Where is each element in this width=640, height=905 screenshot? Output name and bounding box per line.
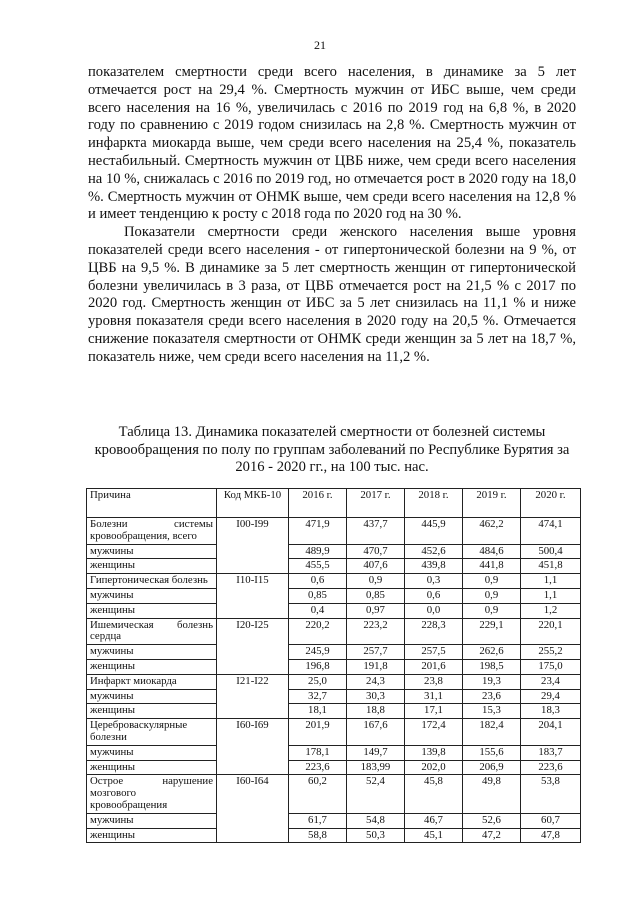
value-cell: 223,2 [347,618,405,645]
value-cell: 1,2 [521,603,581,618]
value-cell: 182,4 [463,719,521,746]
sex-cell: мужчины [87,813,217,828]
value-cell: 18,8 [347,704,405,719]
value-cell: 23,8 [405,674,463,689]
value-cell: 0,0 [405,603,463,618]
value-cell: 439,8 [405,559,463,574]
value-cell: 45,1 [405,828,463,843]
value-cell: 0,9 [463,588,521,603]
value-cell: 451,8 [521,559,581,574]
sex-cell: женщины [87,704,217,719]
value-cell: 257,5 [405,645,463,660]
value-cell: 437,7 [347,518,405,545]
value-cell: 474,1 [521,518,581,545]
value-cell: 18,3 [521,704,581,719]
value-cell: 47,8 [521,828,581,843]
table-row-men [87,689,581,704]
table-row-men [87,813,581,828]
value-cell: 1,1 [521,574,581,589]
icd-code-cell: I00-I99 [217,518,289,574]
column-header: 2016 г. [289,489,347,518]
icd-code-cell: I60-I64 [217,775,289,843]
table-row-men [87,645,581,660]
value-cell: 18,1 [289,704,347,719]
column-header: 2019 г. [463,489,521,518]
value-cell: 0,85 [289,588,347,603]
icd-code-cell: I20-I25 [217,618,289,674]
column-header: Код МКБ-10 [217,489,289,518]
table-caption: Таблица 13. Динамика показателей смертности от болезней системы кровообращения по полу по группам заболеваний по Республике Бурятия за 2016 - 2020 гг., на 100 тыс. нас. [94,424,570,476]
column-header: Причина [87,489,217,518]
value-cell: 60,2 [289,775,347,813]
value-cell: 183,99 [347,760,405,775]
value-cell: 61,7 [289,813,347,828]
value-cell: 45,8 [405,775,463,813]
value-cell: 452,6 [405,544,463,559]
value-cell: 0,97 [347,603,405,618]
value-cell: 441,8 [463,559,521,574]
value-cell: 484,6 [463,544,521,559]
value-cell: 23,6 [463,689,521,704]
value-cell: 172,4 [405,719,463,746]
value-cell: 206,9 [463,760,521,775]
value-cell: 198,5 [463,659,521,674]
value-cell: 155,6 [463,745,521,760]
icd-code-cell: I60-I69 [217,719,289,775]
value-cell: 257,7 [347,645,405,660]
value-cell: 31,1 [405,689,463,704]
value-cell: 262,6 [463,645,521,660]
cause-cell: Болезни системы кровообращения, всего [87,518,217,545]
value-cell: 245,9 [289,645,347,660]
value-cell: 455,5 [289,559,347,574]
sex-cell: мужчины [87,588,217,603]
table-row-women [87,559,581,574]
value-cell: 49,8 [463,775,521,813]
value-cell: 220,2 [289,618,347,645]
value-cell: 29,4 [521,689,581,704]
icd-code-cell: I10-I15 [217,574,289,618]
value-cell: 25,0 [289,674,347,689]
value-cell: 223,6 [521,760,581,775]
mortality-table [86,488,581,843]
value-cell: 196,8 [289,659,347,674]
sex-cell: мужчины [87,689,217,704]
body-text [88,64,576,367]
paragraph: показателем смертности среди всего населения, в динамике за 5 лет отмечается рост на 29,4 %. Смертность мужчин от ИБС выше, чем среди всего населения на 16 %, увеличилась с 2016 по 2019 год на 6,8 %, в 2020 году по сравнению с 2019 годом снизилась на 2,8 %. Смертность мужчин от инфаркта миокарда выше, чем среди всего населения на 25,4 %, показатель нестабильный. Смертность мужчин от ЦВБ ниже, чем среди всего населения на 10 %, снижалась с 2016 по 2019 год, но отмечается рост в 2020 году на 18,0 %. Смертность мужчин от ОНМК выше, чем среди всего населения на 12,8 % и имеет тенденцию к росту с 2018 года по 2020 год на 30 %. [88,64,576,223]
value-cell: 46,7 [405,813,463,828]
paragraph: Показатели смертности среди женского населения выше уровня показателей среди всего населения - от гипертонической болезни на 9 %, от ЦВБ на 9,5 %. В динамике за 5 лет смертность женщин от гипертонической болезни увеличилась в 3 раза, от ЦВБ отмечается рост на 21,5 % с 2017 по 2020 год. Смертность женщин от ИБС за 5 лет снизилась на 11,1 % и ниже уровня показателя среди всего населения в 2020 году на 20,5 %. Отмечается снижение показателя смертности от ОНМК среди женщин за 5 лет на 18,7 %, показатель ниже, чем среди всего населения на 11,2 %. [88,224,576,365]
value-cell: 500,4 [521,544,581,559]
table-header-row [87,489,581,518]
value-cell: 52,6 [463,813,521,828]
table-row [87,719,581,746]
column-header: 2018 г. [405,489,463,518]
value-cell: 15,3 [463,704,521,719]
sex-cell: женщины [87,828,217,843]
value-cell: 175,0 [521,659,581,674]
value-cell: 471,9 [289,518,347,545]
value-cell: 54,8 [347,813,405,828]
table-row-women [87,704,581,719]
value-cell: 229,1 [463,618,521,645]
column-header: 2017 г. [347,489,405,518]
value-cell: 183,7 [521,745,581,760]
table-row-women [87,659,581,674]
cause-cell: Гипертоническая болезнь [87,574,217,589]
value-cell: 19,3 [463,674,521,689]
value-cell: 445,9 [405,518,463,545]
value-cell: 32,7 [289,689,347,704]
sex-cell: мужчины [87,544,217,559]
value-cell: 149,7 [347,745,405,760]
table-row [87,775,581,813]
sex-cell: женщины [87,760,217,775]
value-cell: 0,4 [289,603,347,618]
value-cell: 167,6 [347,719,405,746]
value-cell: 489,9 [289,544,347,559]
table-row [87,574,581,589]
value-cell: 202,0 [405,760,463,775]
value-cell: 30,3 [347,689,405,704]
value-cell: 23,4 [521,674,581,689]
value-cell: 0,6 [289,574,347,589]
value-cell: 52,4 [347,775,405,813]
value-cell: 204,1 [521,719,581,746]
sex-cell: мужчины [87,745,217,760]
value-cell: 139,8 [405,745,463,760]
value-cell: 178,1 [289,745,347,760]
value-cell: 0,85 [347,588,405,603]
sex-cell: мужчины [87,645,217,660]
value-cell: 50,3 [347,828,405,843]
value-cell: 47,2 [463,828,521,843]
column-header: 2020 г. [521,489,581,518]
value-cell: 1,1 [521,588,581,603]
value-cell: 58,8 [289,828,347,843]
cause-cell: Острое нарушение мозгового кровообращения [87,775,217,813]
sex-cell: женщины [87,603,217,618]
table-row-men [87,745,581,760]
value-cell: 53,8 [521,775,581,813]
table-body [87,518,581,843]
table-row-women [87,828,581,843]
value-cell: 0,9 [463,603,521,618]
table-row-women [87,760,581,775]
table-row [87,518,581,545]
table-row-women [87,603,581,618]
value-cell: 24,3 [347,674,405,689]
value-cell: 462,2 [463,518,521,545]
value-cell: 228,3 [405,618,463,645]
cause-cell: Цереброваскулярные болезни [87,719,217,746]
value-cell: 17,1 [405,704,463,719]
value-cell: 223,6 [289,760,347,775]
cause-cell: Ишемическая болезнь сердца [87,618,217,645]
page-number: 21 [314,38,326,52]
sex-cell: женщины [87,659,217,674]
table-row [87,674,581,689]
value-cell: 0,9 [347,574,405,589]
icd-code-cell: I21-I22 [217,674,289,718]
cause-cell: Инфаркт миокарда [87,674,217,689]
value-cell: 60,7 [521,813,581,828]
value-cell: 0,6 [405,588,463,603]
value-cell: 201,6 [405,659,463,674]
value-cell: 255,2 [521,645,581,660]
sex-cell: женщины [87,559,217,574]
value-cell: 0,9 [463,574,521,589]
table-row-men [87,544,581,559]
value-cell: 470,7 [347,544,405,559]
table-row-men [87,588,581,603]
value-cell: 407,6 [347,559,405,574]
value-cell: 191,8 [347,659,405,674]
value-cell: 201,9 [289,719,347,746]
value-cell: 220,1 [521,618,581,645]
value-cell: 0,3 [405,574,463,589]
table-row [87,618,581,645]
